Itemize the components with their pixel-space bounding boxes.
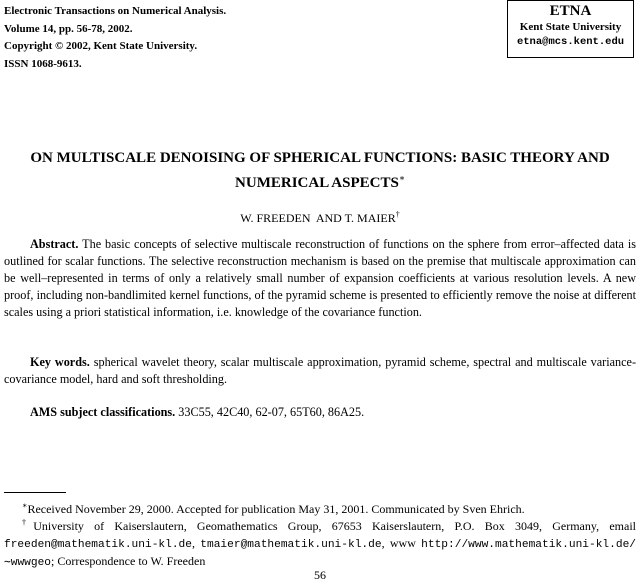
abstract-label: Abstract. bbox=[30, 237, 79, 251]
email-separator: , bbox=[191, 535, 195, 550]
email-link-freeden[interactable]: freeden@mathematik.uni-kl.de bbox=[4, 538, 192, 551]
footnote-2-tail: ; Correspondence to W. Freeden bbox=[51, 554, 206, 568]
keywords-paragraph bbox=[4, 354, 636, 388]
ams-text: 33C55, 42C40, 62-07, 65T60, 86A25. bbox=[178, 405, 365, 419]
homepage-link[interactable]: http://www.mathematik.uni-kl.de/∼wwwgeo bbox=[4, 538, 636, 569]
journal-name: Electronic Transactions on Numerical Analysis. bbox=[4, 5, 227, 17]
www-label: , www bbox=[381, 535, 416, 550]
title-footnote-mark[interactable]: ∗ bbox=[398, 173, 405, 183]
etna-university: Kent State University bbox=[519, 21, 622, 33]
abstract-paragraph bbox=[4, 236, 636, 321]
journal-volume: Volume 14, pp. 56-78, 2002. bbox=[4, 22, 133, 35]
paper-title bbox=[0, 148, 640, 193]
page-number: 56 bbox=[314, 568, 326, 582]
footnote-2-mark: † bbox=[22, 518, 34, 527]
etna-email[interactable]: etna@mcs.kent.edu bbox=[516, 36, 625, 48]
abstract-text: The basic concepts of selective multiscale reconstruction of functions on the sphere from error–affected data is outlined for scalar functions. The selective reconstruction mechanism is based on the premise that multiscale approximation can be well–represented in terms of only a relatively small number of expansion coefficients at various resolution levels. A new proof, including non-bandlimited kernel functions, of the pyramid scheme is presented to efficiently remove the noise at different scales using a priori statistical information, i.e. knowledge of the covariance function. bbox=[4, 237, 636, 319]
footnote-2-text: University of Kaiserslautern, Geomathematics Group, 67653 Kaiserslautern, P.O. Box 3049, Germany, email bbox=[33, 519, 637, 533]
footnote-rule bbox=[4, 492, 66, 493]
email-link-maier[interactable]: tmaier@mathematik.uni-kl.de bbox=[200, 538, 382, 551]
keywords-label: Key words. bbox=[30, 355, 90, 369]
footnote-1-mark: ∗ bbox=[22, 501, 28, 510]
ams-label: AMS subject classifications. bbox=[30, 405, 176, 419]
author-footnote-mark[interactable]: † bbox=[395, 210, 400, 219]
journal-copyright: Copyright © 2002, Kent State University. bbox=[4, 40, 198, 52]
authors-text: W. FREEDEN AND T. MAIER bbox=[240, 211, 396, 225]
paper-title-text: ON MULTISCALE DENOISING OF SPHERICAL FUNCTIONS: BASIC THEORY AND NUMERICAL ASPECTS bbox=[30, 150, 610, 191]
keywords-text: spherical wavelet theory, scalar multiscale approximation, pyramid scheme, spectral and multiscale variance-covariance model, hard and soft thresholding. bbox=[4, 355, 637, 386]
etna-title: ETNA bbox=[549, 3, 592, 19]
paper-authors bbox=[0, 207, 640, 226]
etna-box bbox=[507, 0, 634, 58]
footnote-1-text: Received November 29, 2000. Accepted for publication May 31, 2001. Communicated by Sven Ehrich. bbox=[27, 502, 525, 516]
footnote-affiliation bbox=[4, 515, 636, 572]
ams-paragraph bbox=[4, 404, 636, 421]
journal-header bbox=[4, 3, 226, 73]
journal-issn: ISSN 1068-9613. bbox=[4, 57, 82, 70]
